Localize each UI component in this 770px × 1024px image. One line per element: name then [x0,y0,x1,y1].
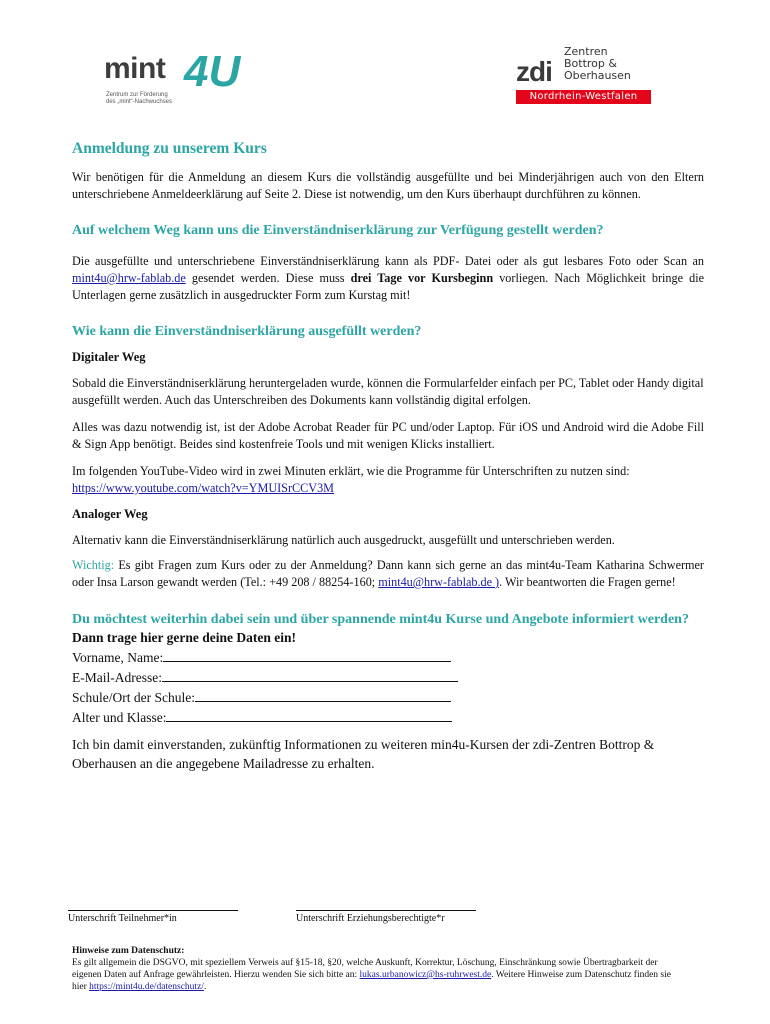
zdi-logo-lines [564,46,631,82]
analog-way-text: Alternativ kann die Einverständniserklärung natürlich auch ausgedruckt, ausgefüllt und unterschrieben werden. [72,533,615,547]
mint4u-logo [100,48,270,118]
newsletter-title: Du möchtest weiterhin dabei sein und über spannende mint4u Kurse und Angebote informiert werden? [72,612,689,627]
field-school-label: Schule/Ort der Schule: [72,690,195,705]
section-way-title: Auf welchem Weg kann uns die Einverständniserklärung zur Verfügung gestellt werden? [72,223,604,238]
field-age-label: Alter und Klasse: [72,710,167,725]
important-note [72,557,704,591]
mint-logo-word: mint [104,52,166,85]
digital-way-title: Digitaler Weg [72,350,146,364]
privacy-text [72,957,672,993]
field-age-input[interactable] [166,707,452,722]
field-email [72,667,704,687]
field-school [72,687,704,707]
privacy-title: Hinweise zum Datenschutz: [72,946,185,956]
mint-logo-tagline-2: des „mint“-Nachwuchses [106,99,173,105]
section-way-text-2: gesendet werden. Diese muss [185,271,351,285]
digital-way-p2: Alles was dazu notwendig ist, ist der Adobe Acrobat Reader für PC und/oder Laptop. Für iOS und Android wird die Adobe Fill & Sign App benötigt. Beides sind kostenfreie Tools und mit wenigen Klicks installiert. [72,420,704,451]
mint-logo-tagline-1: Zentrum zur Förderung [106,92,168,98]
deadline-bold: drei Tage vor Kursbeginn [350,271,494,285]
newsletter-subtitle: Dann trage hier gerne deine Daten ein! [72,630,296,645]
section-fill-title: Wie kann die Einverständniserklärung ausgefüllt werden? [72,324,422,339]
field-name-label: Vorname, Name: [72,650,164,665]
zdi-logo-band: Nordrhein-Westfalen [516,90,651,104]
privacy-policy-link[interactable]: https://mint4u.de/datenschutz/ [89,982,204,992]
field-name [72,647,704,667]
field-email-input[interactable] [162,667,458,682]
digital-way-p3 [72,463,704,497]
mint-logo-tagline [106,92,196,106]
analog-way-title: Analoger Weg [72,507,148,521]
field-email-label: E-Mail-Adresse: [72,670,162,685]
field-age [72,707,704,727]
signature-participant-label: Unterschrift Teilnehmer*in [68,910,238,924]
svg-text:4U: 4U [184,48,241,92]
zdi-line-1: Zentren [564,45,608,58]
zdi-line-3: Oberhausen [564,69,631,82]
contact-email-link[interactable]: mint4u@hrw-fablab.de [72,271,186,285]
section-way-text [72,253,704,304]
important-note-end: . Wir beantworten die Fragen gerne! [499,575,676,589]
consent-text: Ich bin damit einverstanden, zukünftig Informationen zu weiteren min4u-Kursen der zdi-Zentren Bottrop & Oberhausen an die angegebene Mailadresse zu erhalten. [72,737,655,771]
important-note-label: Wichtig: [72,558,115,572]
digital-way-p1: Sobald die Einverständniserklärung heruntergeladen wurde, können die Formularfelder einfach per PC, Tablet oder Handy digital ausgefüllt werden. Auch das Unterschreiben des Dokuments kann vollständig digital erfolgen. [72,376,704,407]
zdi-logo-word: zdi [516,56,552,87]
section-way-text-3: vorliegen. Nach Möglichkeit bringe die Unterlagen gerne zusätzlich in ausgedruckter Form zum Kurstag mit! [72,271,704,302]
signature-guardian[interactable] [296,910,476,924]
privacy-text-2: . Weitere Hinweise zum Datenschutz finden sie hier [72,970,671,992]
document-body [72,140,704,773]
mint-logo-mark [182,48,254,92]
section-way-text-1: Die ausgefüllte und unterschriebene Einverständniserklärung kann als PDF- Datei oder als gut lesbares Foto oder Scan an [72,254,704,268]
privacy-email-link[interactable]: lukas.urbanowicz@hs-ruhrwest.de [359,970,492,980]
zdi-line-2: Bottrop & [564,57,617,70]
privacy-notice [72,945,672,993]
team-email-link[interactable]: mint4u@hrw-fablab.de ) [378,575,500,589]
field-name-input[interactable] [163,647,451,662]
important-note-text: Es gibt Fragen zum Kurs oder zu der Anmeldung? Dann kann sich gerne an das mint4u-Team Katharina Schwermer oder Insa Larson gewandt werden (Tel.: +49 208 / 88254-160; [72,558,704,589]
field-school-input[interactable] [195,687,451,702]
privacy-text-1: Es gilt allgemein die DSGVO, mit speziellem Verweis auf §15-18, §20, welche Auskunft, Korrektur, Löschung, Einschränkung sowie Übertragbarkeit der eigenen Daten auf Anfrage gewährleisten. Hierzu wenden Sie sich bitte an: [72,958,658,980]
signature-participant[interactable] [68,910,238,924]
digital-way-p3-text: Im folgenden YouTube-Video wird in zwei Minuten erklärt, wie die Programme für Unterschriften zu nutzen sind: [72,464,630,478]
zdi-logo [512,46,652,106]
signature-guardian-label: Unterschrift Erziehungsberechtigte*r [296,910,476,924]
intro-text: Wir benötigen für die Anmeldung an diesem Kurs die vollständig ausgefüllte und bei Minderjährigen auch von den Eltern unterschriebene Anmeldeerklärung auf Seite 2. Diese ist notwendig, um den Kurs überhaupt durchführen zu können. [72,170,704,201]
privacy-text-3: . [203,982,207,992]
intro-title: Anmeldung zu unserem Kurs [72,140,267,157]
youtube-video-link[interactable]: https://www.youtube.com/watch?v=YMUISrCCV3M [72,481,335,495]
